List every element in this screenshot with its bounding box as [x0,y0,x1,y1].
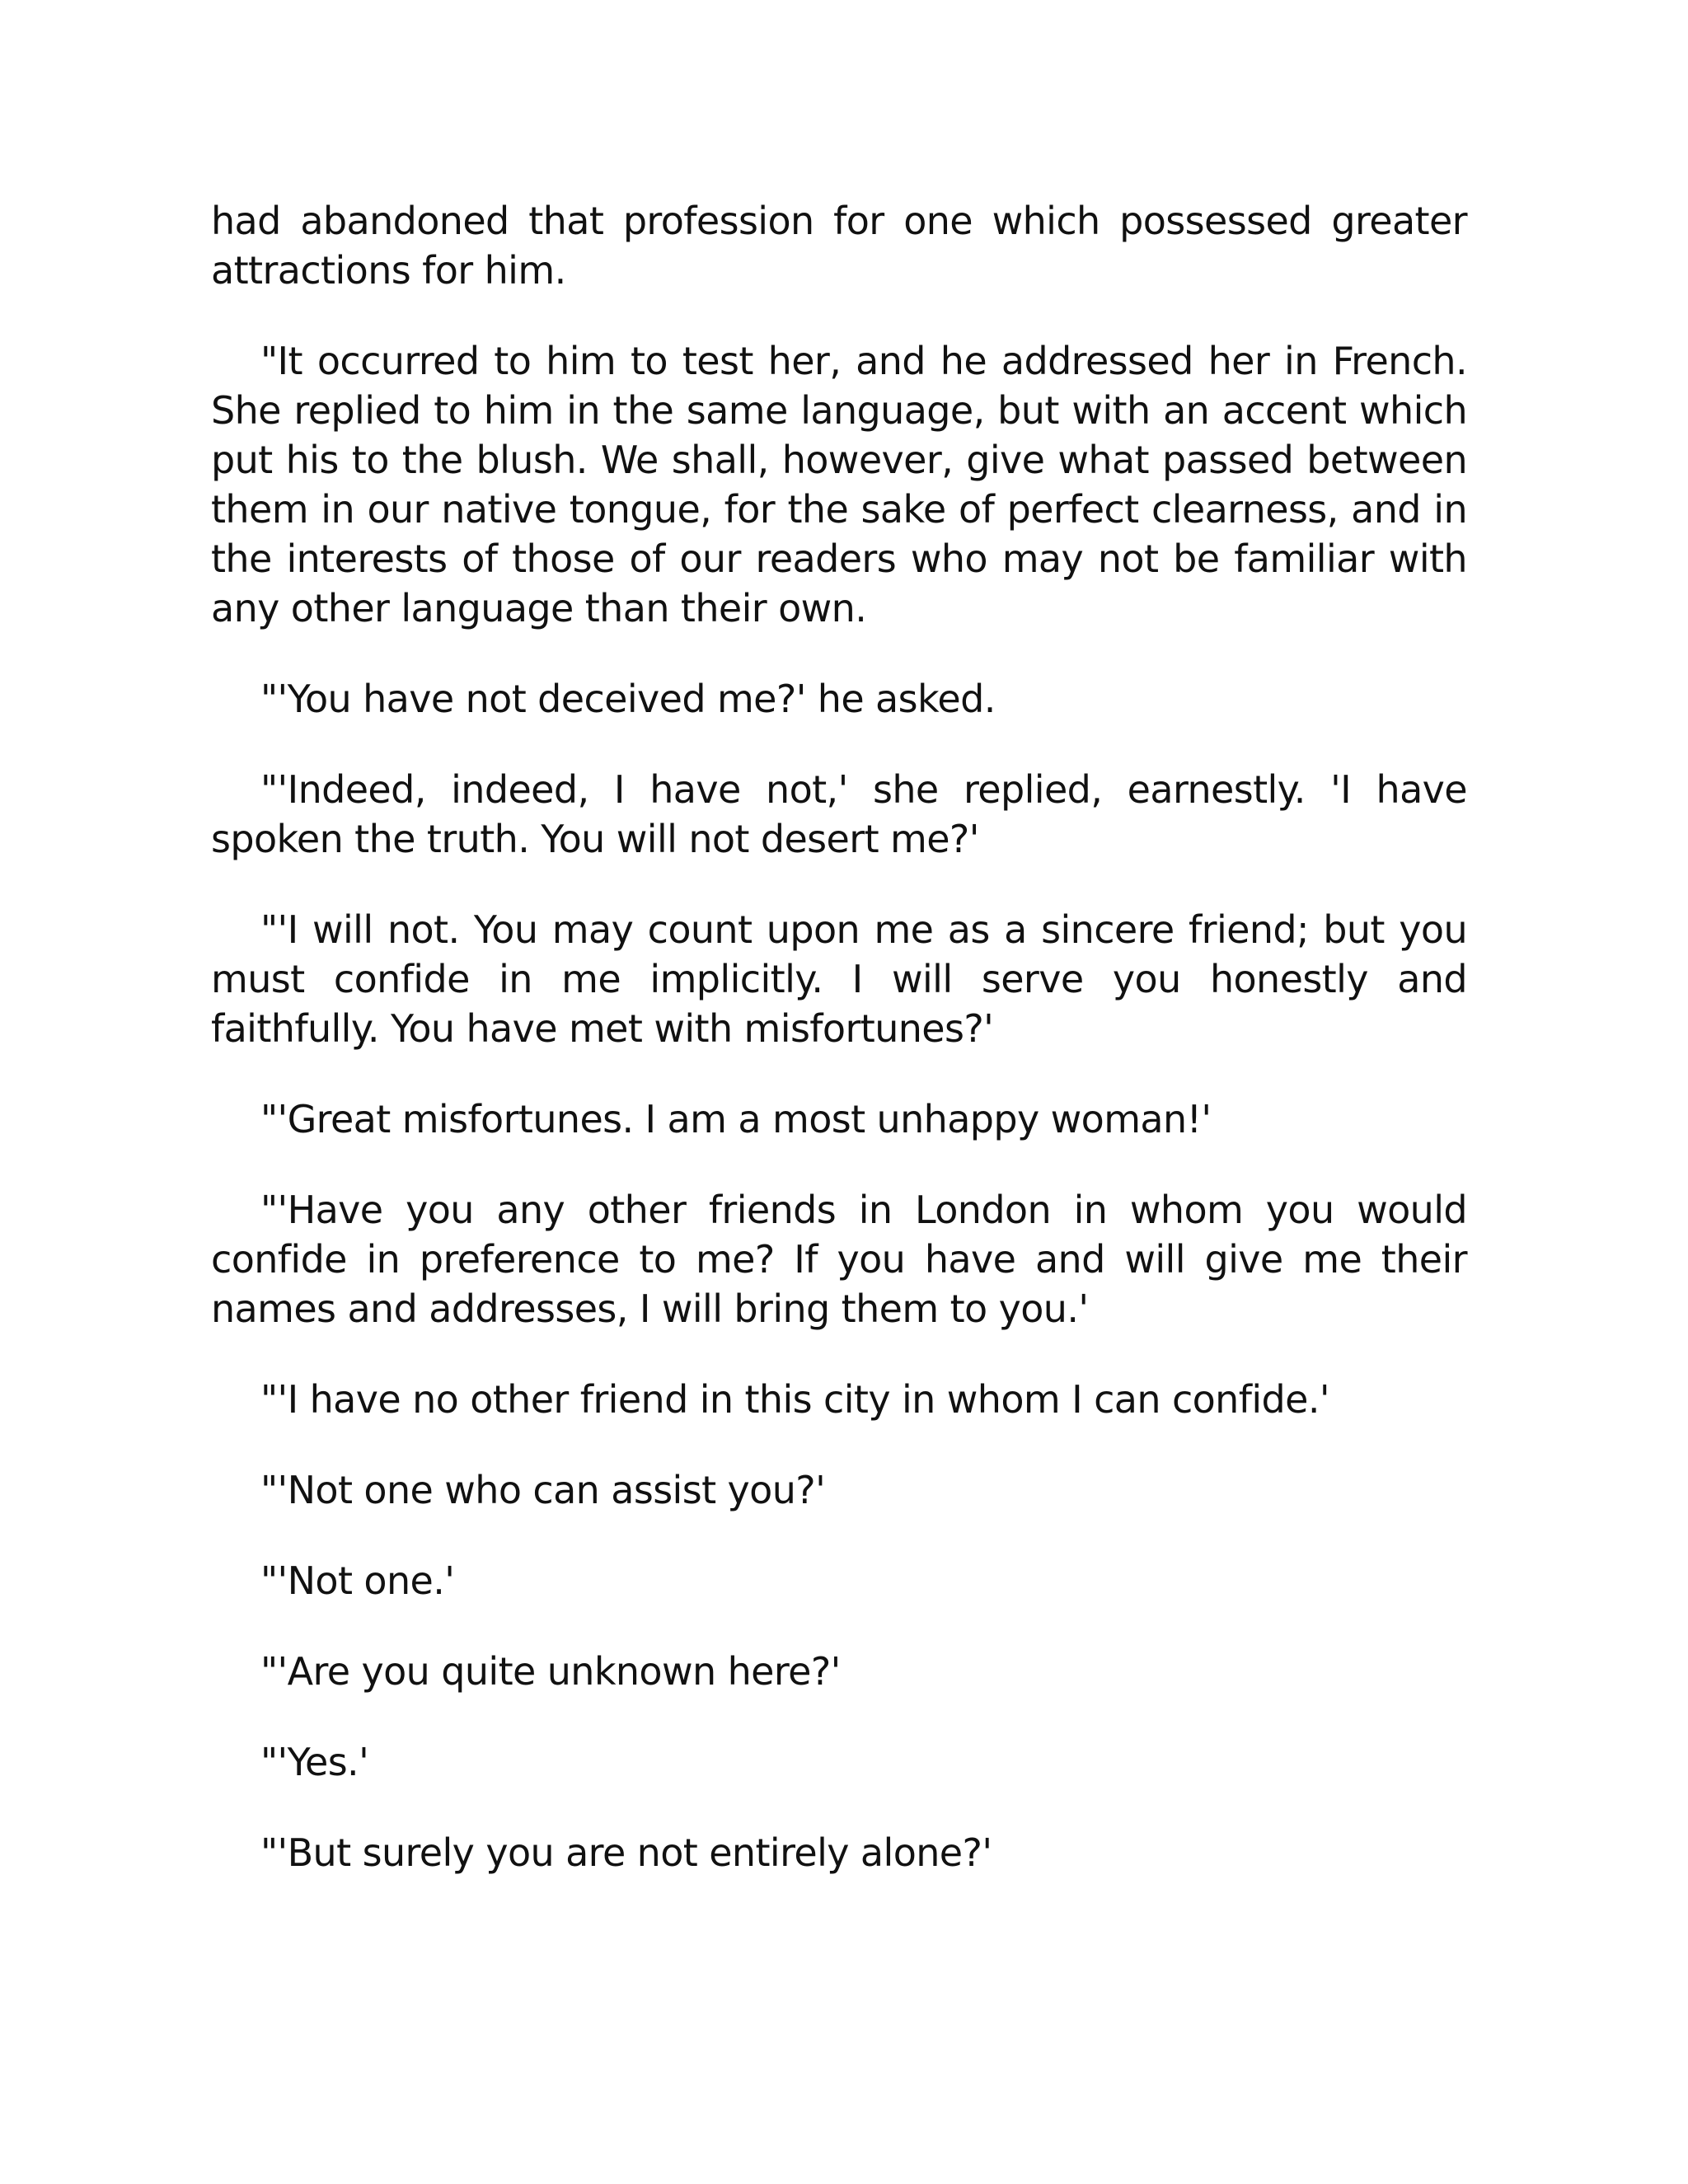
document-page [211,196,1467,1919]
paragraph-dialogue: "'Yes.' [260,1740,369,1784]
paragraph-narration: "It occurred to him to test her, and he addressed her in French. She replied to him in the same language, but with an accent which put his to the blush. We shall, however, give what passed between them in our native tongue, for the sake of perfect clearness, and in the interests of those of our readers who may not be familiar with any other language than their own. [211,339,1467,630]
paragraph-dialogue: "'Indeed, indeed, I have not,' she replied, earnestly. 'I have spoken the truth. You will not desert me?' [211,767,1467,861]
paragraph-dialogue: "'Have you any other friends in London in whom you would confide in preference to me? If you have and will give me their names and addresses, I will bring them to you.' [211,1188,1467,1331]
paragraph-dialogue: "'Are you quite unknown here?' [260,1649,841,1694]
paragraph-dialogue: "'Great misfortunes. I am a most unhappy woman!' [260,1097,1212,1141]
paragraph-dialogue: "'Not one who can assist you?' [260,1468,826,1512]
paragraph-dialogue: "'I will not. You may count upon me as a sincere friend; but you must confide in me implicitly. I will serve you honestly and faithfully. You have met with misfortunes?' [211,907,1467,1051]
paragraph-dialogue: "'I have no other friend in this city in whom I can confide.' [260,1377,1329,1422]
paragraph-dialogue: "'You have not deceived me?' he asked. [260,677,996,721]
paragraph-dialogue: "'Not one.' [260,1558,455,1603]
paragraph-dialogue: "'But surely you are not entirely alone?' [260,1830,992,1875]
paragraph-continuation: had abandoned that profession for one which possessed greater attractions for him. [211,199,1467,293]
